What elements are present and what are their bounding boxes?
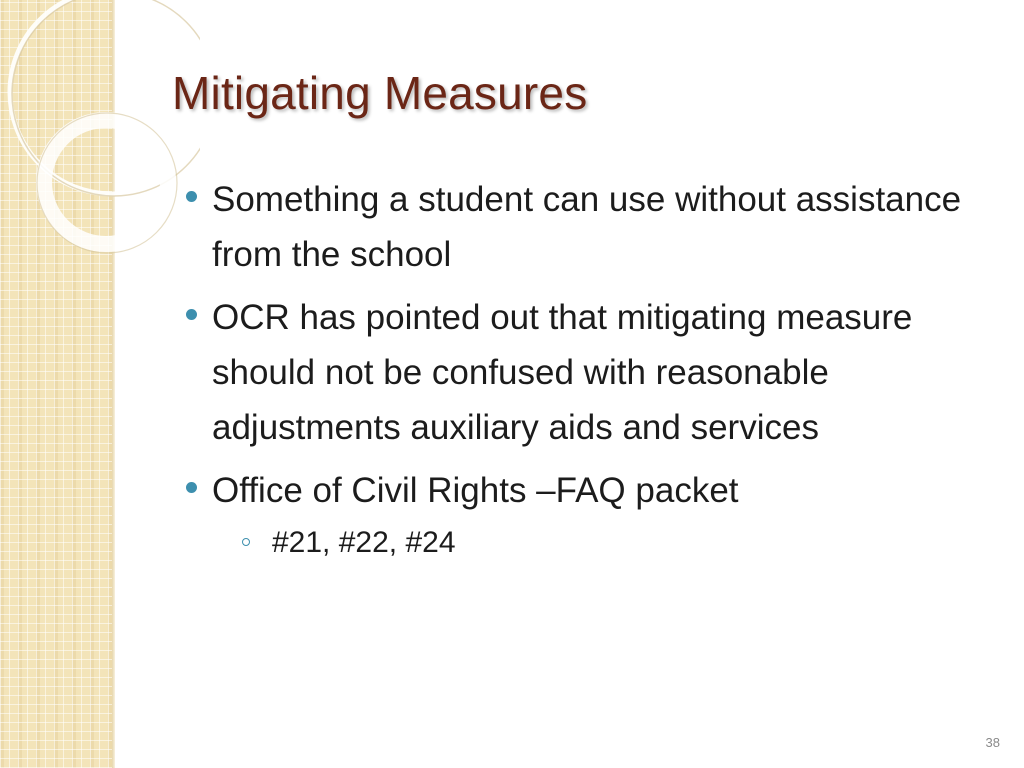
bullet-text: Office of Civil Rights –FAQ packet: [212, 471, 739, 510]
page-number: 38: [985, 735, 1000, 750]
slide-title: Mitigating Measures: [172, 67, 588, 119]
sub-bullet-item: [242, 518, 986, 568]
bullet-list: [186, 172, 986, 576]
sub-bullet-list: [212, 518, 986, 568]
bullet-dot-icon: [186, 191, 197, 202]
ring-bullet-icon: [242, 538, 250, 546]
sub-bullet-text: #21, #22, #24: [272, 526, 456, 559]
bullet-item: [186, 290, 986, 455]
bullet-dot-icon: [186, 482, 197, 493]
bullet-dot-icon: [186, 309, 197, 320]
bullet-text: OCR has pointed out that mitigating measure should not be confused with reasonable adjustments auxiliary aids and services: [212, 298, 913, 447]
bullet-item: [186, 172, 986, 282]
decorative-rings-graphic: [0, 0, 200, 260]
bullet-item: [186, 463, 986, 568]
bullet-text: Something a student can use without assistance from the school: [212, 180, 962, 274]
